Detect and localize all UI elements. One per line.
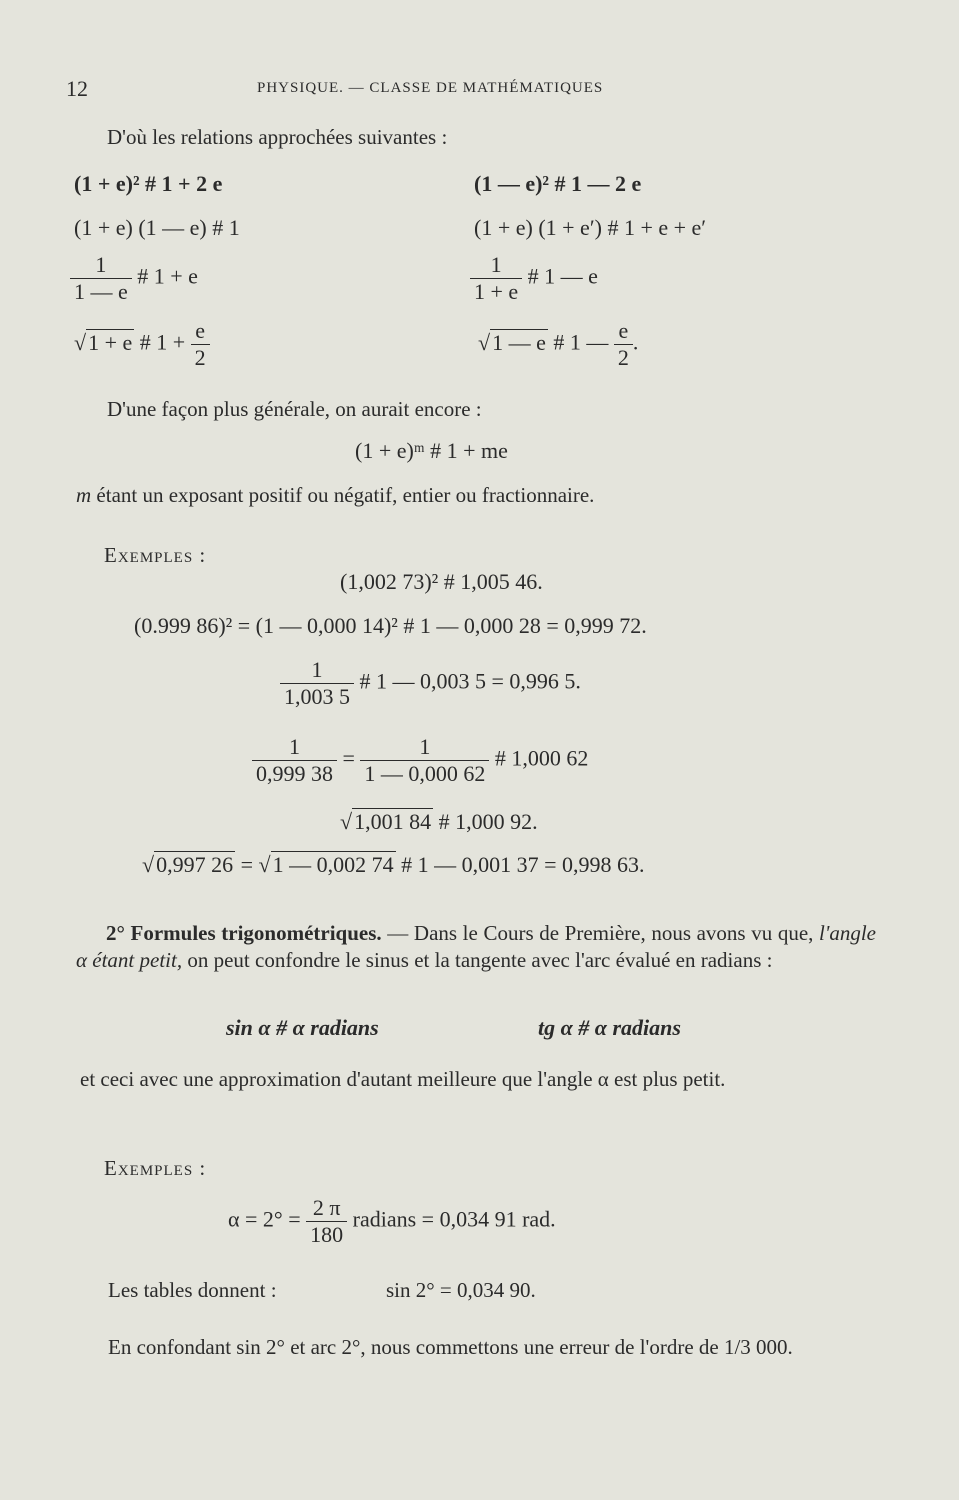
radicand: 0,997 26 xyxy=(156,852,234,877)
fraction xyxy=(280,657,354,710)
fraction xyxy=(252,734,337,787)
equals: = xyxy=(342,745,355,771)
alpha-lhs: α = 2° = xyxy=(228,1206,301,1232)
fraction xyxy=(470,252,522,305)
example-rest: # 1,000 62 xyxy=(494,745,589,771)
denominator: 1 — 0,000 62 xyxy=(364,761,486,786)
relation-rest: # 1 — e xyxy=(527,263,598,289)
example-4 xyxy=(252,734,588,787)
square-root: √1 — 0,002 74 xyxy=(258,852,394,877)
denominator: 180 xyxy=(310,1222,344,1247)
page-header xyxy=(0,76,959,100)
relation-square-plus: (1 + e)² # 1 + 2 e xyxy=(74,171,223,196)
relation-rest: # 1 + xyxy=(139,329,186,355)
denominator: 0,999 38 xyxy=(256,761,333,786)
relation-rest: # 1 — xyxy=(553,329,609,355)
numerator: e xyxy=(614,318,633,345)
examples-label: Exemples : xyxy=(104,543,207,567)
alpha-conversion xyxy=(228,1195,556,1248)
conclusion: En confondant sin 2° et arc 2°, nous commettons une erreur de l'ordre de 1/3 000. xyxy=(108,1335,793,1359)
sin-approximation: sin α # α radians xyxy=(226,1015,379,1040)
example-3 xyxy=(280,657,581,710)
tg-approximation: tg α # α radians xyxy=(538,1015,681,1040)
tables-label: Les tables donnent : xyxy=(108,1278,277,1302)
general-note xyxy=(76,482,594,509)
relation-sqrt-minus xyxy=(478,318,638,371)
radicand: 1,001 84 xyxy=(354,809,432,834)
general-formula: (1 + e)ᵐ # 1 + me xyxy=(355,438,508,463)
fraction xyxy=(360,734,489,787)
numerator: 1 xyxy=(360,734,489,761)
examples-label-2: Exemples : xyxy=(104,1156,207,1180)
fraction xyxy=(306,1195,347,1248)
numerator: 2 π xyxy=(306,1195,347,1222)
numerator: 1 xyxy=(70,252,132,279)
relation-product: (1 + e) (1 — e) # 1 xyxy=(74,215,240,240)
intro-text: D'où les relations approchées suivantes : xyxy=(107,125,448,149)
example-5 xyxy=(340,809,538,835)
tables-value: sin 2° = 0,034 90. xyxy=(386,1278,536,1302)
square-root: √1 — e xyxy=(478,329,546,355)
radicand: 1 — 0,002 74 xyxy=(272,852,394,877)
alpha-rest: radians = 0,034 91 rad. xyxy=(352,1206,556,1232)
trig-text-2: on peut confondre le sinus et la tangente avec l'arc évalué en radians : xyxy=(182,948,773,972)
numerator: e xyxy=(191,318,210,345)
trig-after: et ceci avec une approximation d'autant meilleure que l'angle α est plus petit. xyxy=(80,1067,726,1091)
radicand: 1 + e xyxy=(88,329,133,355)
numerator: 1 xyxy=(470,252,522,279)
denominator: 1,003 5 xyxy=(284,684,350,709)
relation-inverse-plus xyxy=(470,252,598,305)
period: . xyxy=(632,329,639,355)
square-root: √0,997 26 xyxy=(142,852,234,877)
relation-rest: # 1 + e xyxy=(137,263,198,289)
example-6 xyxy=(142,852,645,878)
example-rest: # 1,000 92. xyxy=(438,809,538,834)
radicand: 1 — e xyxy=(492,329,546,355)
section-heading: 2° Formules trigonométriques. xyxy=(106,921,382,945)
relation-sqrt-plus xyxy=(74,318,210,371)
page-number: 12 xyxy=(66,76,88,101)
square-root: √1,001 84 xyxy=(340,809,432,834)
relation-inverse-minus xyxy=(70,252,198,305)
general-note-text: étant un exposant positif ou négatif, entier ou fractionnaire. xyxy=(96,483,595,507)
fraction xyxy=(70,252,132,305)
variable-m: m xyxy=(76,483,92,507)
general-intro: D'une façon plus générale, on aurait encore : xyxy=(107,397,482,421)
denominator: 2 xyxy=(194,345,206,370)
denominator: 2 xyxy=(617,345,629,370)
trig-text-1: — Dans le Cours de Première, nous avons vu que, xyxy=(381,921,820,945)
trig-italic: l'angle α étant petit, xyxy=(76,921,876,972)
running-title: PHYSIQUE. — CLASSE DE MATHÉMATIQUES xyxy=(257,80,604,96)
square-root: √1 + e xyxy=(74,329,133,355)
relation-square-minus: (1 — e)² # 1 — 2 e xyxy=(474,171,642,196)
denominator: 1 — e xyxy=(74,279,128,304)
numerator: 1 xyxy=(280,657,354,684)
numerator: 1 xyxy=(252,734,337,761)
fraction xyxy=(614,318,633,371)
example-rest: # 1 — 0,003 5 = 0,996 5. xyxy=(359,668,581,694)
example-1: (1,002 73)² # 1,005 46. xyxy=(340,569,543,594)
equals: = xyxy=(240,852,253,877)
example-rest: # 1 — 0,001 37 = 0,998 63. xyxy=(401,852,645,877)
denominator: 1 + e xyxy=(474,279,519,304)
trig-paragraph xyxy=(76,920,876,974)
relation-product-prime: (1 + e) (1 + e′) # 1 + e + e′ xyxy=(474,215,707,240)
fraction xyxy=(191,318,210,371)
example-2: (0.999 86)² = (1 — 0,000 14)² # 1 — 0,000 28 = 0,999 72. xyxy=(134,613,647,638)
